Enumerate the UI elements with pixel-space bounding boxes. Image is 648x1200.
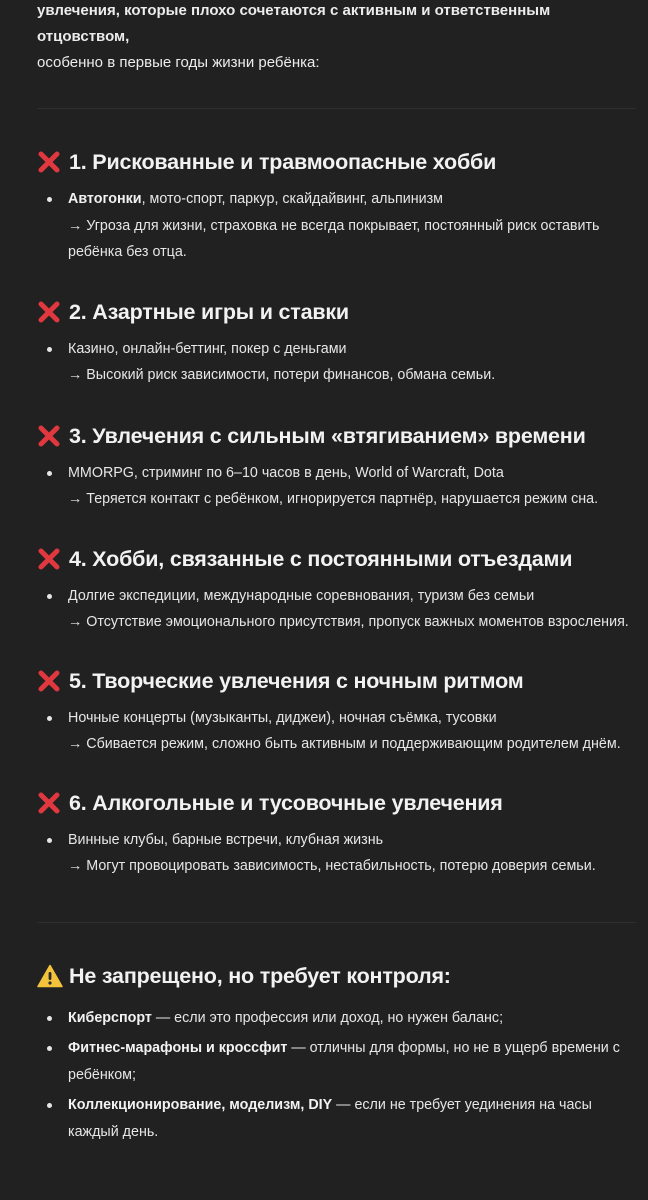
list-item xyxy=(37,583,636,636)
section-4 xyxy=(37,544,636,636)
cross-mark-icon xyxy=(37,300,61,324)
item-list xyxy=(37,705,636,758)
item-note: → Теряется контакт с ребёнком, игнорируется партнёр, нарушается режим сна. xyxy=(68,491,599,507)
item-list xyxy=(37,827,636,880)
item-note: → Отсутствие эмоционального присутствия, пропуск важных моментов взросления. xyxy=(68,614,629,630)
item-bold: Киберспорт xyxy=(68,1009,152,1026)
item-note: → Угроза для жизни, страховка не всегда покрывает, постоянный риск оставить ребёнка без отца. xyxy=(68,217,600,260)
item-text: Винные клубы, барные встречи, клубная жизнь xyxy=(68,831,384,848)
section-title xyxy=(37,788,636,818)
list-item xyxy=(37,1035,636,1088)
item-text: Казино, онлайн-беттинг, покер с деньгами xyxy=(68,340,347,357)
list-item xyxy=(37,827,636,880)
list-item xyxy=(37,186,636,266)
cross-mark-icon xyxy=(37,424,61,448)
section-title xyxy=(37,544,636,574)
item-list xyxy=(37,460,636,513)
intro-line-2: особенно в первые годы жизни ребёнка: xyxy=(37,54,320,71)
intro-paragraph xyxy=(37,0,636,76)
section-title-text: 3. Увлечения с сильным «втягиванием» времени xyxy=(69,423,586,448)
section-title xyxy=(37,421,636,451)
item-text: Долгие экспедиции, международные соревнования, туризм без семьи xyxy=(68,587,535,604)
item-list xyxy=(37,583,636,636)
item-bold: Коллекционирование, моделизм, DIY xyxy=(68,1097,333,1113)
cross-mark-icon xyxy=(37,150,61,174)
section-5 xyxy=(37,666,636,758)
warning-title-text: Не запрещено, но требует контроля: xyxy=(69,963,451,988)
item-note: → Сбивается режим, сложно быть активным и поддерживающим родителем днём. xyxy=(68,736,621,752)
divider xyxy=(37,108,636,109)
list-item xyxy=(37,336,636,389)
warning-title xyxy=(37,961,636,991)
section-1 xyxy=(37,147,636,266)
item-bold: Фитнес-марафоны и кроссфит xyxy=(68,1040,288,1056)
cross-mark-icon xyxy=(37,791,61,815)
item-text: — если не требует уединения на часы каждый день. xyxy=(68,1097,592,1140)
list-item xyxy=(37,460,636,513)
item-list xyxy=(37,186,636,266)
item-list xyxy=(37,336,636,389)
section-3 xyxy=(37,421,636,513)
section-title-text: 4. Хобби, связанные с постоянными отъездами xyxy=(69,546,573,571)
item-text: — отличны для формы, но не в ущерб времени с ребёнком; xyxy=(68,1040,620,1083)
section-title-text: 1. Рискованные и травмоопасные хобби xyxy=(69,150,497,174)
cross-mark-icon xyxy=(37,669,61,693)
item-text: Ночные концерты (музыканты, диджеи), ночная съёмка, тусовки xyxy=(68,709,497,726)
section-title-text: 5. Творческие увлечения с ночным ритмом xyxy=(69,668,524,693)
warning-section xyxy=(37,961,636,1146)
item-text: , мото-спорт, паркур, скайдайвинг, альпинизм xyxy=(141,191,443,207)
item-text: MMORPG, стриминг по 6–10 часов в день, World of Warcraft, Dota xyxy=(68,464,504,481)
section-title-text: 6. Алкогольные и тусовочные увлечения xyxy=(69,790,503,815)
item-bold: Автогонки xyxy=(68,191,142,207)
list-item xyxy=(37,705,636,758)
section-title-text: 2. Азартные игры и ставки xyxy=(69,299,349,324)
item-list xyxy=(37,1005,636,1146)
item-note: → Высокий риск зависимости, потери финансов, обмана семьи. xyxy=(68,367,496,383)
item-text: — если это профессия или доход, но нужен баланс; xyxy=(151,1009,504,1026)
section-title xyxy=(37,666,636,696)
section-title xyxy=(37,297,636,327)
section-title xyxy=(37,147,636,177)
list-item xyxy=(37,1005,636,1032)
list-item xyxy=(37,1092,636,1145)
section-2 xyxy=(37,297,636,389)
warning-icon xyxy=(37,964,63,988)
intro-line-1: увлечения, которые плохо сочетаются с активным и ответственным отцовством, xyxy=(37,2,551,45)
section-6 xyxy=(37,788,636,880)
divider xyxy=(37,922,636,923)
item-note: → Могут провоцировать зависимость, нестабильность, потерю доверия семьи. xyxy=(68,858,596,874)
cross-mark-icon xyxy=(37,547,61,571)
